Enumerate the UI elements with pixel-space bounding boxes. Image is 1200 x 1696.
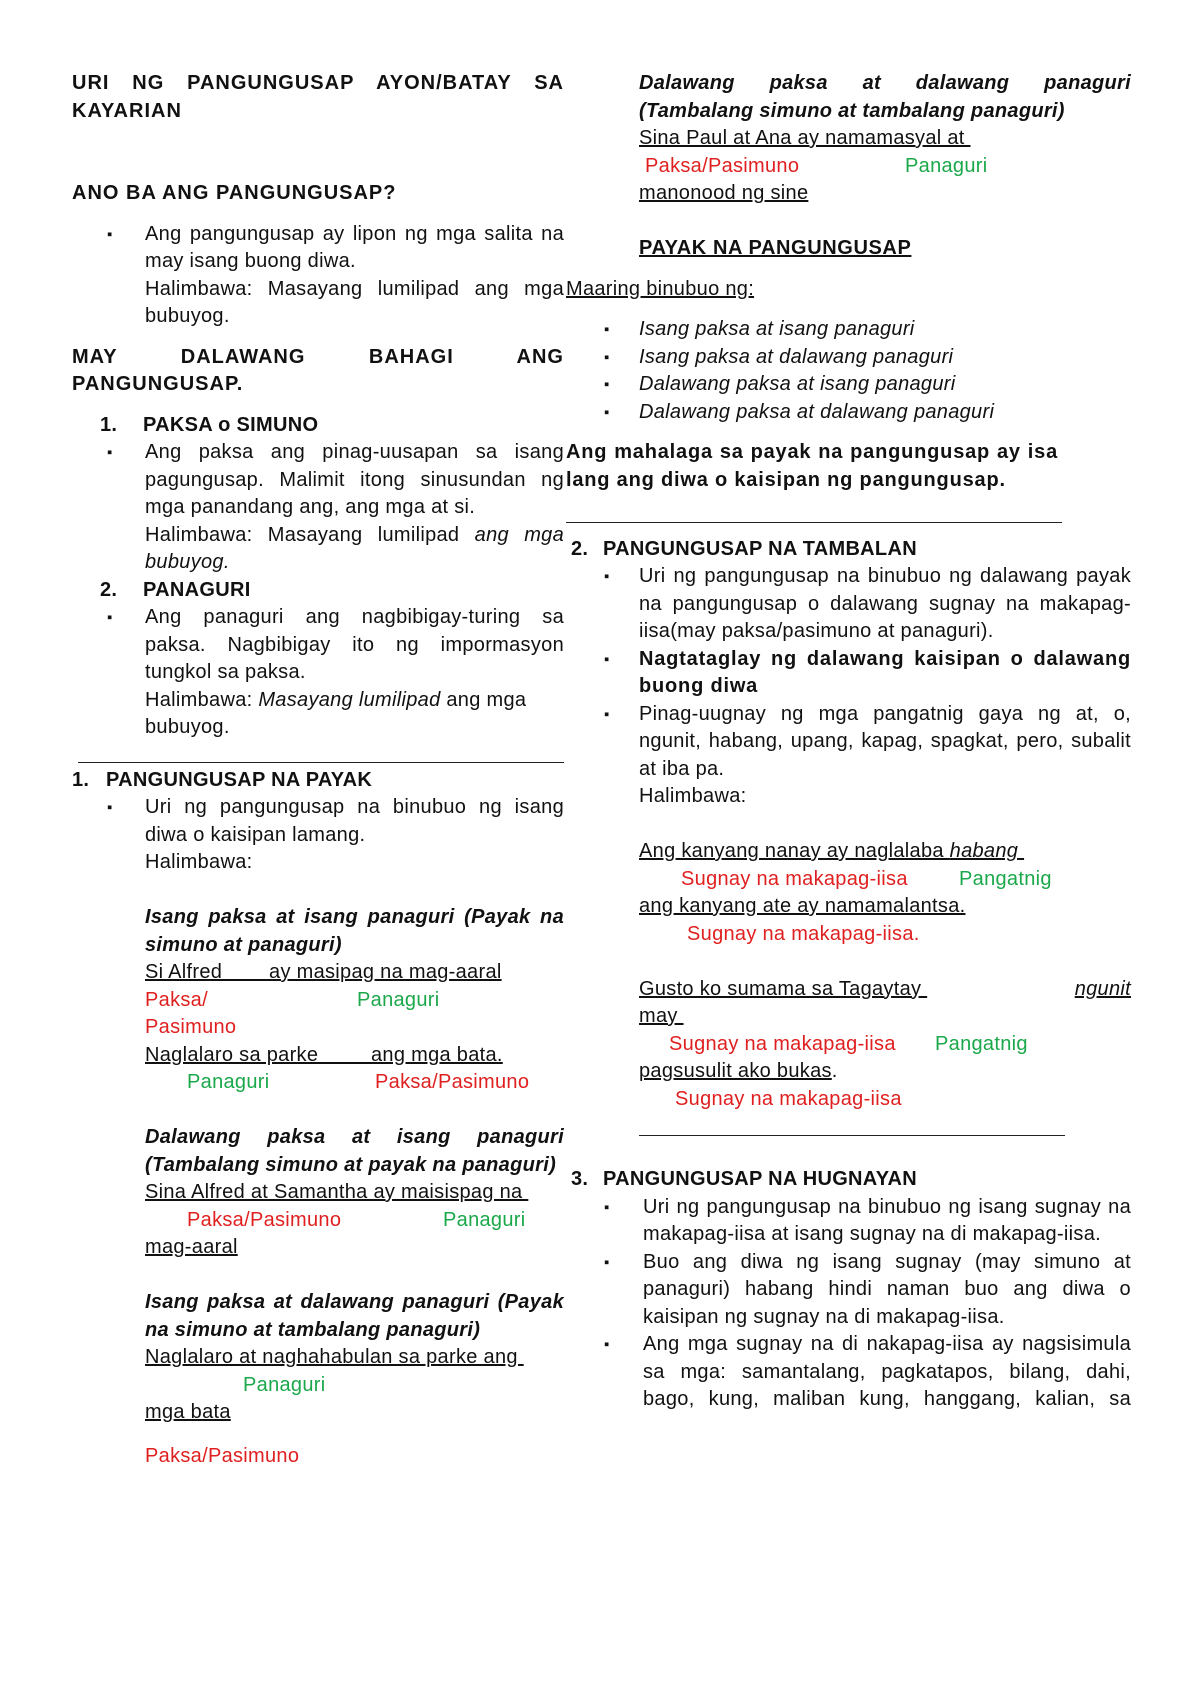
label-pangatnig: Pangatnig	[935, 1032, 1028, 1055]
definition-example: Halimbawa: Masayang lumilipad ang mga bubuyog.	[145, 277, 564, 327]
parts-heading: MAY DALAWANG BAHAGI ANG PANGUNGUSAP.	[72, 345, 564, 395]
example2-sentence: Sina Alfred at Samantha ay maisispag na	[145, 1181, 529, 1203]
payak-note: Ang mahalaga sa payak na pangungusap ay isa lang ang diwa o kaisipan ng pangungusap.	[566, 441, 1058, 491]
tambalan-sentence: Gusto ko sumama sa Tagaytay ngunit	[639, 977, 1131, 1000]
section3-body	[566, 1194, 1131, 1414]
example1	[72, 904, 564, 1470]
bullet-square-icon: ▪	[107, 444, 113, 461]
tambalan-sentence-cont: ang kanyang ate ay namamalantsa.	[639, 895, 966, 917]
label-panaguri: Panaguri	[243, 1373, 326, 1396]
list-item: ▪ Dalawang paksa at isang panaguri	[566, 371, 1131, 399]
part2-bullet: ▪ Ang panaguri ang nagbibigay-turing sa paksa. Nagbibigay ito ng impormasyon tungkol sa paksa. Halimbawa: Masayang lumilipad ang mga bubuyog.	[72, 604, 564, 742]
document-title: URI NG PANGUNGUSAP AYON/BATAY SA KAYARIAN	[72, 72, 564, 122]
bullet-square-icon: ▪	[604, 705, 610, 723]
tambalan-sentence-cont: pagsusulit ako bukas.	[639, 1060, 838, 1082]
bullet-square-icon: ▪	[604, 1253, 610, 1271]
question-heading: ANO BA ANG PANGUNGUSAP?	[72, 182, 397, 204]
section3-bullet: ▪ Uri ng pangungusap na binubuo ng isang sugnay na makapag-iisa at isang sugnay na di makapag-iisa.	[604, 1195, 1131, 1245]
example3-sentence: Naglalaro at naghahabulan sa parke ang	[145, 1346, 524, 1368]
example4-title: Dalawang paksa at dalawang panaguri (Tambalang simuno at tambalang panaguri)	[639, 72, 1131, 122]
example4	[566, 70, 1131, 263]
section2-bullet: ▪ Uri ng pangungusap na binubuo ng dalawang payak na pangungusap o dalawang sugnay na makapag-iisa(may paksa/pasimuno at panaguri).	[604, 565, 1131, 642]
label-panaguri: Panaguri	[187, 1071, 270, 1093]
part1-example: Halimbawa: Masayang lumilipad ang mga bubuyog.	[145, 523, 564, 573]
bullet-square-icon: ▪	[604, 403, 610, 421]
example3-sentence-cont: mga bata	[145, 1401, 231, 1423]
right-column	[566, 70, 1131, 1414]
payak-heading: PAYAK NA PANGUNGUSAP	[639, 237, 912, 259]
example2-sentence-cont: mag-aaral	[145, 1236, 238, 1258]
tambalan-sentence: Ang kanyang nanay ay naglalaba habang	[639, 840, 1025, 862]
label-sugnay: Sugnay na makapag-iisa.	[687, 922, 920, 945]
label-panaguri: Panaguri	[905, 154, 988, 177]
section2-heading: 2. PANGUNGUSAP NA TAMBALAN	[571, 537, 917, 560]
label-sugnay: Sugnay na makapag-iisa	[675, 1087, 902, 1110]
example1-sentence: Si Alfred ay masipag na mag-aaral	[145, 961, 502, 983]
part2-example: Halimbawa: Masayang lumilipad ang mga bubuyog.	[145, 688, 527, 738]
part2-heading: 2. PANAGURI	[100, 578, 251, 601]
example4-sentence-cont: manonood ng sine	[639, 182, 809, 204]
part1-bullet: ▪ Ang paksa ang pinag-uusapan sa isang pagungusap. Malimit itong sinusundan ng mga panandang ang, ang mga at si. Halimbawa: Masayang lumilipad ang mga bubuyog.	[72, 439, 564, 577]
example4-sentence: Sina Paul at Ana ay namamasyal at	[639, 127, 971, 149]
example3-title: Isang paksa at dalawang panaguri (Payak na simuno at tambalang panaguri)	[145, 1291, 564, 1341]
example1-title: Isang paksa at isang panaguri (Payak na simuno at panaguri)	[145, 906, 564, 956]
bullet-square-icon: ▪	[604, 348, 610, 366]
left-column	[72, 70, 564, 1470]
label-paksa-pasimuno: Paksa/Pasimuno	[375, 1071, 530, 1093]
section2-body	[566, 563, 1131, 811]
section3-bullet: ▪ Buo ang diwa ng isang sugnay (may simuno at panaguri) habang hindi naman buo ang diwa o kaisipan ng sugnay na di makapag-iisa.	[604, 1250, 1131, 1328]
bullet-square-icon: ▪	[604, 321, 610, 338]
label-panaguri: Panaguri	[443, 1208, 526, 1231]
part1-heading: 1. PAKSA o SIMUNO	[100, 413, 319, 436]
section1-heading: 1. PANGUNGUSAP NA PAYAK	[72, 768, 373, 791]
bullet-square-icon: ▪	[604, 1336, 610, 1353]
example1-sentence2: Naglalaro sa parke ang mga bata.	[145, 1043, 503, 1066]
section1-bullet: ▪ Uri ng pangungusap na binubuo ng isang diwa o kaisipan lamang. Halimbawa:	[107, 796, 564, 873]
label-sugnay: Sugnay na makapag-iisa	[669, 1032, 896, 1055]
section2-bullet: ▪ Pinag-uugnay ng mga pangatnig gaya ng at, o, ngunit, habang, upang, kapag, spagkat, pero, subalit at iba pa. Halimbawa:	[604, 702, 1131, 807]
label-sugnay: Sugnay na makapag-iisa	[681, 867, 908, 890]
bullet-square-icon: ▪	[604, 376, 610, 393]
label-panaguri: Panaguri	[357, 988, 440, 1011]
maaring-label: Maaring binubuo ng:	[566, 277, 755, 300]
bullet-square-icon: ▪	[107, 609, 113, 626]
list-item: ▪ Isang paksa at isang panaguri	[566, 316, 1131, 344]
definition-bullet: ▪ Ang pangungusap ay lipon ng mga salita na may isang buong diwa. Halimbawa: Masayang lumilipad ang mga bubuyog.	[72, 221, 564, 331]
section2-bullet: ▪ Nagtataglay ng dalawang kaisipan o dalawang buong diwa	[604, 647, 1131, 697]
label-paksa-pasimuno: Paksa/Pasimuno	[187, 1208, 342, 1231]
label-paksa-pasimuno: Paksa/Pasimuno	[145, 1444, 300, 1467]
bullet-square-icon: ▪	[107, 225, 113, 243]
label-paksa-pasimuno: Paksa/Pasimuno	[645, 154, 800, 177]
example2-title: Dalawang paksa at isang panaguri (Tambalang simuno at payak na panaguri)	[145, 1126, 564, 1176]
section3-bullet: ▪ Ang mga sugnay na di nakapag-iisa ay nagsisimula sa mga: samantalang, pagkatapos, bilang, dahi, bago, kung, maliban kung, hanggang, kalian, sa	[604, 1333, 1131, 1410]
bullet-square-icon: ▪	[604, 650, 610, 668]
list-item: ▪ Dalawang paksa at dalawang panaguri	[566, 399, 1131, 427]
bullet-square-icon: ▪	[604, 1198, 610, 1216]
tambalan-example1: Ang kanyang nanay ay naglalaba habang Sugnay na makapag-iisa Pangatnig ang kanyang ate ay namamalantsa. Sugnay na makapag-iisa. Gusto ko sumama sa Tagaytay ngunit may Sugnay na makapag-iisa Pangatnig pagsusulit ako bukas. Sugnay na makapag-iisa	[639, 838, 1131, 1136]
section3-heading: 3. PANGUNGUSAP NA HUGNAYAN	[571, 1168, 917, 1190]
bullet-square-icon: ▪	[604, 568, 610, 585]
payak-list	[566, 316, 1131, 426]
label-pangatnig: Pangatnig	[959, 867, 1052, 890]
list-item: ▪ Isang paksa at dalawang panaguri	[566, 344, 1131, 372]
label-paksa: Paksa/	[145, 988, 208, 1011]
bullet-square-icon: ▪	[107, 799, 113, 816]
label-pasimuno: Pasimuno	[145, 1016, 237, 1038]
